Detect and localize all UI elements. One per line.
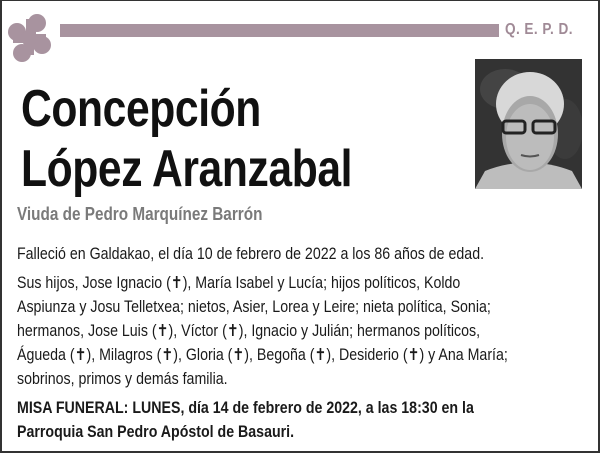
text-line: MISA FUNERAL: LUNES, día 14 de febrero de 2022, a las 18:30 en la	[17, 399, 474, 417]
text-line: Falleció en Galdakao, el día 10 de febrero de 2022 a los 86 años de edad.	[17, 245, 485, 263]
funeral-info	[17, 396, 576, 444]
text-line: Sus hijos, Jose Ignacio (✝), María Isabel y Lucía; hijos políticos, Koldo	[17, 274, 461, 292]
obituary-body	[17, 242, 576, 444]
qepd-label: Q. E. P. D.	[505, 21, 573, 38]
portrait-photo	[475, 59, 582, 189]
text-line: Águeda (✝), Milagros (✝), Gloria (✝), Begoña (✝), Desiderio (✝) y Ana María;	[17, 346, 508, 364]
text-line: Parroquia San Pedro Apóstol de Basauri.	[17, 423, 295, 441]
death-notice	[17, 242, 576, 266]
lauburu-icon	[2, 9, 56, 67]
text-line: hermanos, Jose Luis (✝), Víctor (✝), Ignacio y Julián; hermanos políticos,	[17, 322, 481, 340]
header-bar	[60, 24, 499, 37]
text-line: sobrinos, primos y demás familia.	[17, 370, 228, 388]
deceased-last-name: López Aranzabal	[21, 140, 353, 198]
family-list	[17, 271, 576, 391]
deceased-first-name: Concepción	[21, 80, 261, 138]
subtitle: Viuda de Pedro Marquínez Barrón	[17, 204, 263, 224]
text-line: Aspiunza y Josu Telletxea; nietos, Asier, Lorea y Leire; nieta política, Sonia;	[17, 298, 491, 316]
